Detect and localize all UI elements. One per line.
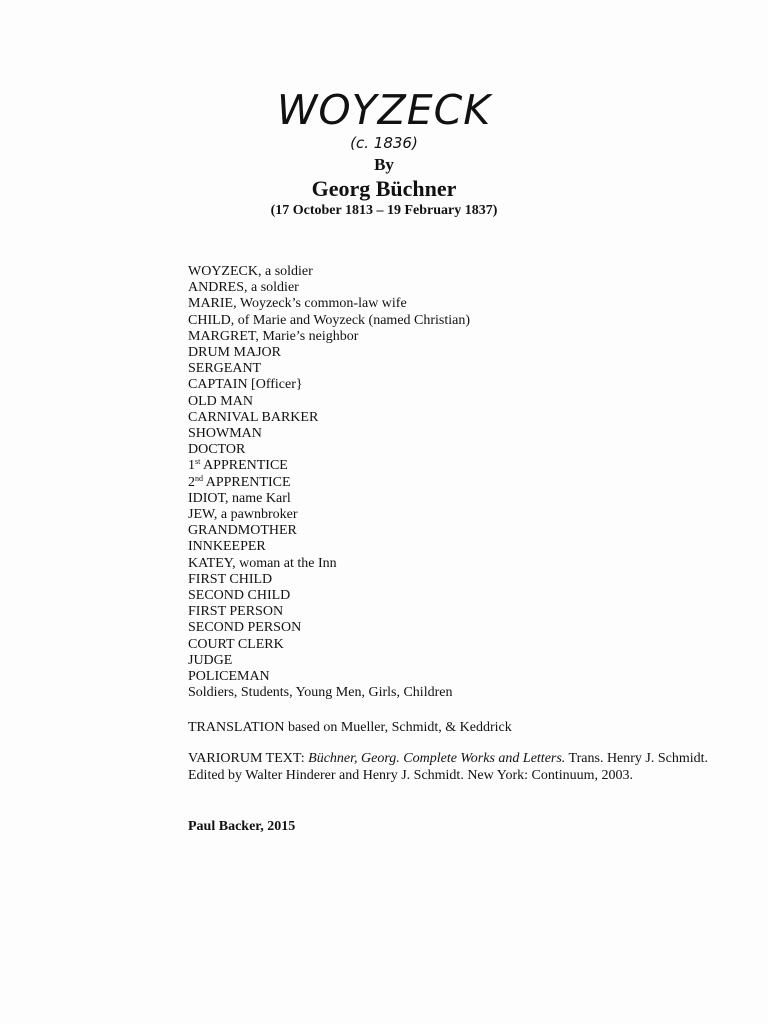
author-lifespan: (17 October 1813 – 19 February 1837) xyxy=(270,203,498,218)
cast-item: OLD MAN xyxy=(188,393,253,409)
play-title: WOYZECK xyxy=(276,86,492,134)
ordinal-suffix: st xyxy=(195,457,201,467)
cast-item: MARGRET, Marie’s neighbor xyxy=(188,328,359,344)
author-name: Georg Büchner xyxy=(311,176,457,201)
cast-item: SECOND CHILD xyxy=(188,588,291,604)
variorum-details: Trans. Henry J. Schmidt. Edited by Walter Hinderer and Henry J. Schmidt. New York: Continuum, 2003. xyxy=(188,751,709,783)
cast-item: Soldiers, Students, Young Men, Girls, Children xyxy=(188,685,453,701)
cast-item: FIRST CHILD xyxy=(188,571,273,587)
cast-item: SECOND PERSON xyxy=(188,620,302,636)
cast-item: SHOWMAN xyxy=(188,426,262,442)
variorum-label: VARIORUM TEXT: xyxy=(188,751,309,766)
variorum-title: Büchner, Georg. Complete Works and Letters. xyxy=(308,751,566,766)
translation-note: TRANSLATION based on Mueller, Schmidt, & Keddrick xyxy=(188,720,512,735)
cast-item: ANDRES, a soldier xyxy=(188,280,299,296)
credit-line: Paul Backer, 2015 xyxy=(188,819,296,834)
cast-item: DOCTOR xyxy=(188,442,246,458)
cast-item: SERGEANT xyxy=(188,361,262,377)
cast-item-label: APPRENTICE xyxy=(203,474,291,490)
cast-list xyxy=(188,264,470,701)
cast-item: INNKEEPER xyxy=(188,539,266,555)
play-date: (c. 1836) xyxy=(350,134,418,152)
cast-item: WOYZECK, a soldier xyxy=(188,264,313,279)
cast-item: JEW, a pawnbroker xyxy=(188,507,298,523)
ordinal-number: 2 xyxy=(188,474,195,490)
cast-item: POLICEMAN xyxy=(188,669,270,685)
variorum-note xyxy=(188,750,713,784)
cast-item-label: APPRENTICE xyxy=(200,458,288,474)
cast-item: DRUM MAJOR xyxy=(188,345,281,361)
cast-item-apprentice-1 xyxy=(188,458,470,474)
cast-item: GRANDMOTHER xyxy=(188,523,297,539)
byline: By xyxy=(374,155,394,174)
cast-item: JUDGE xyxy=(188,652,233,668)
cast-item: IDIOT, name Karl xyxy=(188,490,291,506)
cast-item-apprentice-2 xyxy=(188,475,470,491)
cast-item: KATEY, woman at the Inn xyxy=(188,555,337,571)
cast-item: CAPTAIN [Officer} xyxy=(188,377,303,393)
cast-item: COURT CLERK xyxy=(188,636,284,652)
ordinal-number: 1 xyxy=(188,458,195,474)
cast-item: MARIE, Woyzeck’s common-law wife xyxy=(188,296,407,312)
cast-item: CHILD, of Marie and Woyzeck (named Christian) xyxy=(188,312,471,328)
cast-item: CARNIVAL BARKER xyxy=(188,409,319,425)
cast-item: FIRST PERSON xyxy=(188,604,284,620)
ordinal-suffix: nd xyxy=(195,473,203,483)
